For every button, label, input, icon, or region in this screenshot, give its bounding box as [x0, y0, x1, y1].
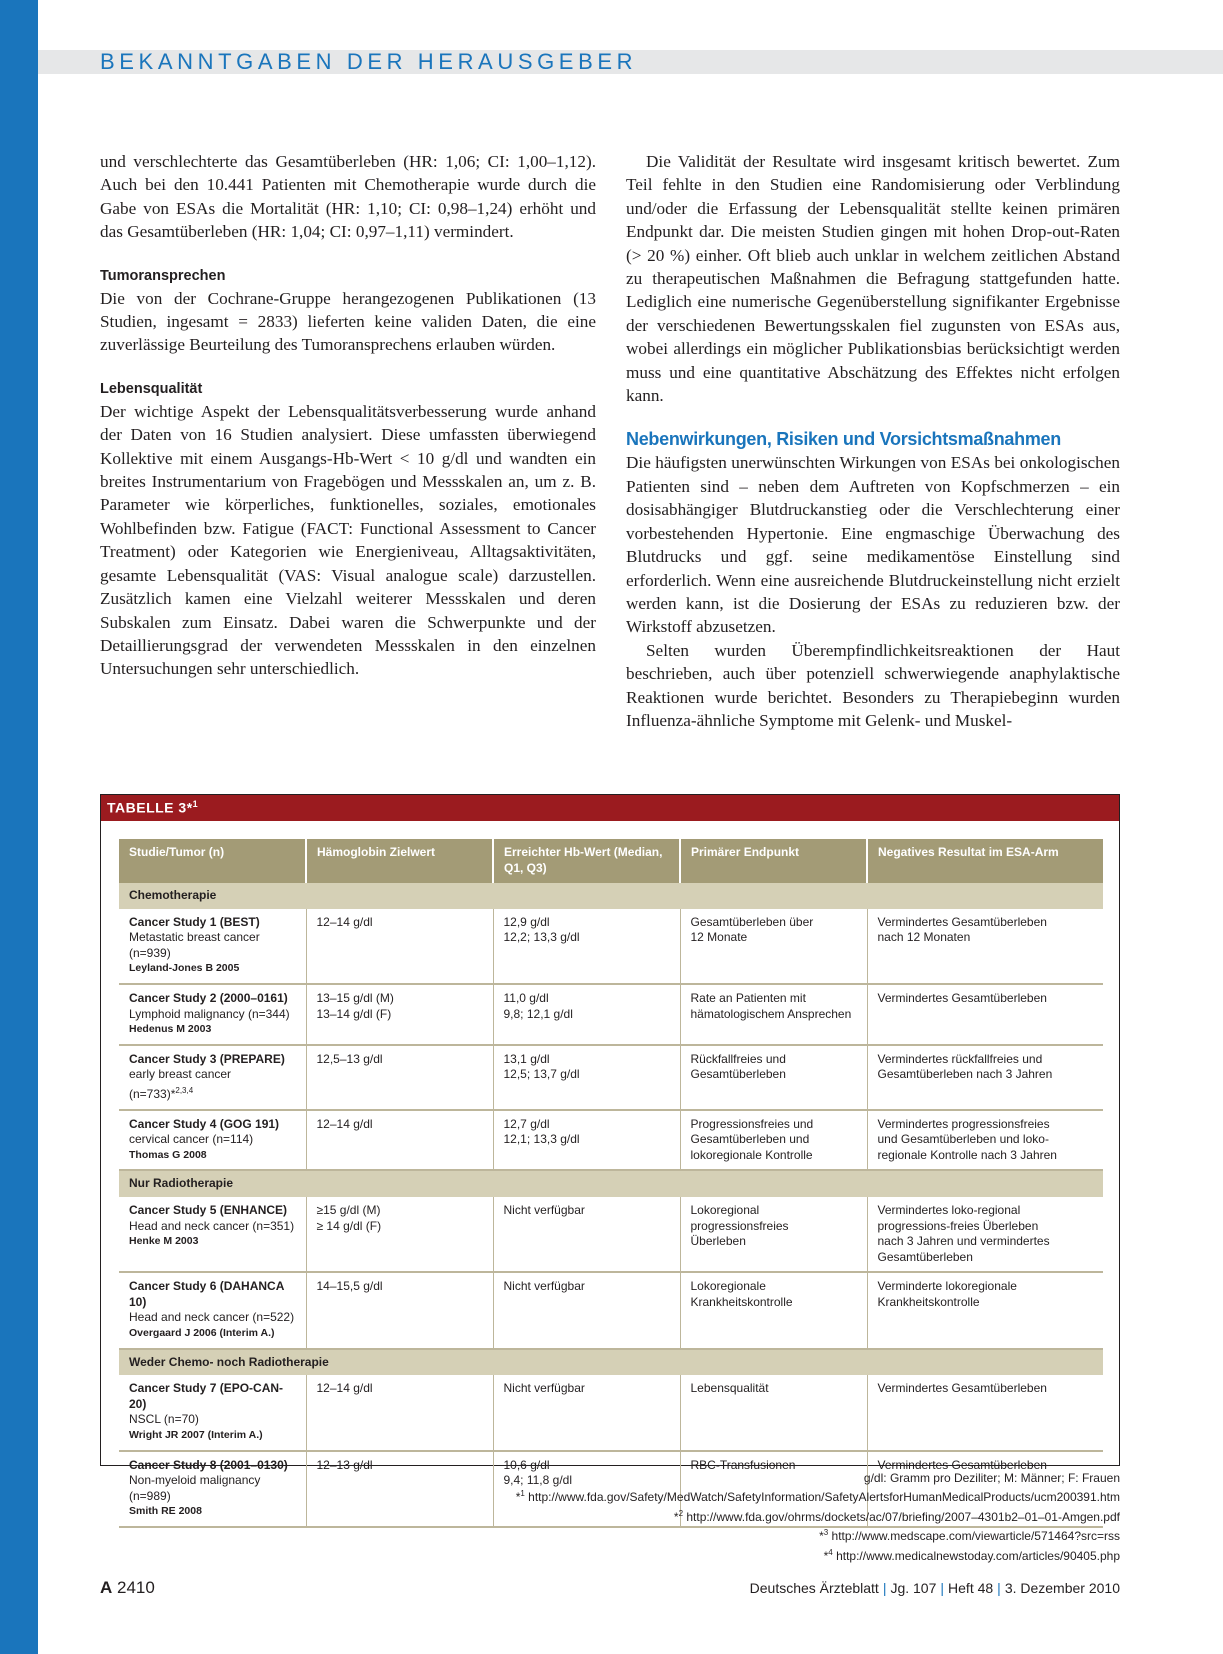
table-label: TABELLE 3*$^1$	[107, 799, 199, 816]
negative-result-cell: Vermindertes Gesamtüberleben	[867, 984, 1103, 1045]
study-cell	[119, 1110, 306, 1171]
study-name: Cancer Study 6 (DAHANCA 10)	[129, 1279, 284, 1309]
table-row	[119, 909, 1103, 984]
data-table	[119, 839, 1103, 1528]
paragraph: Die häufigsten unerwünschten Wirkungen von ESAs bei onkologischen Patienten sind – neben dem Auftreten von Kopfschmerzen – ein dosisabhängiger Blutdruckanstieg oder die Verschlechterung einer vorbestehenden Hypertonie. Eine engmaschige Überwachung des Blutdrucks und ggf. seine medikamentöse Einstellung sind erforderlich. Wenn eine ausreichende Blutdruckeinstellung nicht erzielt werden kann, ist die Dosierung der ESAs zu reduzieren bzw. der Wirkstoff abzusetzen.	[626, 453, 1120, 637]
separator: |	[882, 1580, 887, 1596]
subheading-quality-of-life: Lebensqualität	[100, 380, 203, 397]
endpoint-cell: Rückfallfreies und Gesamtüberleben	[680, 1045, 867, 1110]
footnotes	[516, 1470, 1120, 1564]
table-header-row	[119, 839, 1103, 883]
left-accent-bar	[0, 0, 38, 1654]
study-tumor: early breast cancer (n=733)*$^{2,3,4}$	[129, 1067, 232, 1101]
negative-result-cell: Vermindertes rückfallfreies und Gesamtüberleben nach 3 Jahren	[867, 1045, 1103, 1110]
achieved-cell: 12,7 g/dl 12,1; 13,3 g/dl	[493, 1110, 680, 1171]
footnote-4: *$^4$ http://www.medicalnewstoday.com/articles/90405.php	[823, 1547, 1120, 1563]
column-header: Hämoglobin Zielwert	[306, 839, 493, 883]
group-label: Chemotherapie	[119, 883, 1103, 909]
target-cell: 12,5–13 g/dl	[306, 1045, 493, 1110]
study-name: Cancer Study 4 (GOG 191)	[129, 1116, 280, 1131]
separator: |	[940, 1580, 945, 1596]
table-group-row	[119, 1170, 1103, 1197]
study-tumor: Metastatic breast cancer (n=939)	[129, 930, 260, 960]
page-number: A 2410	[100, 1578, 155, 1597]
table-row	[119, 1375, 1103, 1450]
study-reference: Wright JR 2007 (Interim A.)	[129, 1429, 263, 1442]
study-name: Cancer Study 7 (EPO-CAN-20)	[129, 1381, 284, 1411]
study-reference: Smith RE 2008	[129, 1505, 202, 1518]
study-reference: Leyland-Jones B 2005	[129, 962, 240, 975]
achieved-cell: 11,0 g/dl 9,8; 12,1 g/dl	[493, 984, 680, 1045]
achieved-cell: 13,1 g/dl 12,5; 13,7 g/dl	[493, 1045, 680, 1110]
target-cell: 14–15,5 g/dl	[306, 1272, 493, 1348]
column-header: Primärer Endpunkt	[680, 839, 867, 883]
paragraph: Die Validität der Resultate wird insgesamt kritisch bewertet. Zum Teil fehlte in den Studien eine Randomisierung oder Verblindung und/oder die Erfassung der Lebensqualität stellte keinen primären Endpunkt dar. Die meisten Studien gingen mit hohen Drop-out-Raten (> 20 %) einher. Oft blieb auch unklar in welchem zeitlichen Abstand zu therapeutischen Maßnahmen die Befragung stattgefunden hatte. Lediglich eine numerische Gegenüberstellung signifikanter Ergebnisse der verschiedenen Bewertungsskalen fiel zugunsten von ESAs aus, wobei allerdings ein möglicher Publikationsbias berücksichtigt werden muss und eine quantitative Abschätzung des Effektes nicht erfolgen kann.	[626, 152, 1120, 406]
target-cell: 12–14 g/dl	[306, 1375, 493, 1450]
endpoint-cell: Gesamtüberleben über 12 Monate	[680, 909, 867, 984]
endpoint-cell: Lokoregionale Krankheitskontrolle	[680, 1272, 867, 1348]
study-tumor: NSCL (n=70)	[129, 1412, 199, 1427]
negative-result-cell: Vermindertes Gesamtüberleben	[867, 1375, 1103, 1450]
study-cell	[119, 1045, 306, 1110]
study-name: Cancer Study 2 (2000–0161)	[129, 990, 288, 1005]
study-tumor: Lymphoid malignancy (n=344)	[129, 1006, 290, 1021]
study-tumor: Head and neck cancer (n=522)	[129, 1310, 295, 1325]
study-cell	[119, 1197, 306, 1272]
endpoint-cell: RBC-Transfusionen	[680, 1451, 867, 1527]
table-group-row	[119, 883, 1103, 909]
table-row	[119, 1110, 1103, 1171]
study-name: Cancer Study 1 (BEST)	[129, 914, 260, 929]
date: 3. Dezember 2010	[1004, 1580, 1120, 1596]
column-header: Studie/Tumor (n)	[119, 839, 306, 883]
endpoint-cell: Lebensqualität	[680, 1375, 867, 1450]
target-cell: 13–15 g/dl (M) 13–14 g/dl (F)	[306, 984, 493, 1045]
study-tumor: cervical cancer (n=114)	[129, 1132, 254, 1147]
table-banner	[101, 795, 1119, 821]
column-header: Erreichter Hb-Wert (Median, Q1, Q3)	[493, 839, 680, 883]
negative-result-cell: Verminderte lokoregionale Krankheitskontrolle	[867, 1272, 1103, 1348]
table-row	[119, 984, 1103, 1045]
left-column	[100, 150, 596, 681]
negative-result-cell: Vermindertes progressionsfreies und Gesamtüberleben und loko- regionale Kontrolle nach 3 Jahren	[867, 1110, 1103, 1171]
footnote-1: *$^1$ http://www.fda.gov/Safety/MedWatch/SafetyInformation/SafetyAlertsforHumanMedicalProducts/ucm200391.htm	[515, 1489, 1120, 1505]
group-label: Nur Radiotherapie	[119, 1170, 1103, 1197]
section-header: BEKANNTGABEN DER HERAUSGEBER	[100, 49, 638, 74]
achieved-cell: Nicht verfügbar	[493, 1272, 680, 1348]
group-label: Weder Chemo- noch Radiotherapie	[119, 1349, 1103, 1376]
study-reference: Henke M 2003	[129, 1235, 199, 1248]
achieved-cell: 10,6 g/dl 9,4; 11,8 g/dl	[493, 1451, 680, 1527]
target-cell: 12–14 g/dl	[306, 1110, 493, 1171]
negative-result-cell: Vermindertes loko-regional progressions-freies Überleben nach 3 Jahren und vermindertes Gesamtüberleben	[867, 1197, 1103, 1272]
study-name: Cancer Study 3 (PREPARE)	[129, 1051, 285, 1066]
negative-result-cell: Vermindertes Gesamtüberleben nach 12 Monaten	[867, 909, 1103, 984]
study-tumor: Head and neck cancer (n=351)	[129, 1218, 295, 1233]
section-heading-side-effects: Nebenwirkungen, Risiken und Vorsichtsmaßnahmen	[626, 429, 1061, 450]
table-body	[119, 883, 1103, 1527]
table-row	[119, 1272, 1103, 1348]
footer-info	[750, 1580, 1120, 1596]
paragraph: Die von der Cochrane-Gruppe herangezogenen Publikationen (13 Studien, ingesamt = 2833) lieferten keine validen Daten, die eine zuverlässige Beurteilung des Tumoransprechens erlauben würden.	[100, 288, 596, 355]
study-cell	[119, 984, 306, 1045]
study-cell	[119, 1272, 306, 1348]
achieved-cell: 12,9 g/dl 12,2; 13,3 g/dl	[493, 909, 680, 984]
target-cell: ≥15 g/dl (M) ≥ 14 g/dl (F)	[306, 1197, 493, 1272]
study-tumor: Non-myeloid malignancy (n=989)	[129, 1473, 261, 1503]
paragraph: Der wichtige Aspekt der Lebensqualitätsverbesserung wurde anhand der Daten von 16 Studien analysiert. Diese umfassten überwiegend Kollektive mit einem Ausgangs-Hb-Wert < 10 g/dl und wandten ein breites Instrumentarium von Fragebögen und Messskalen an, um z. B. Parameter wie körperliches, funktionelles, soziales, emotionales Wohlbefinden bzw. Fatigue (FACT: Functional Assessment to Cancer Treatment) oder Kategorien wie Energieniveau, Alltagsaktivitäten, gesamte Lebensqualität (VAS: Visual analogue scale) darzustellen. Zusätzlich kamen eine Vielzahl weiterer Messskalen und deren Subskalen zum Einsatz. Dabei waren die Schwerpunkte und der Detaillierungsgrad der verwendeten Messskalen in den einzelnen Untersuchungen sehr unterschiedlich.	[100, 401, 596, 679]
journal-name: Deutsches Ärzteblatt	[749, 1580, 879, 1596]
footnote-3: *$^3$ http://www.medscape.com/viewarticle/571464?src=rss	[819, 1528, 1120, 1544]
target-cell: 12–14 g/dl	[306, 909, 493, 984]
table-row	[119, 1045, 1103, 1110]
paragraph: und verschlechterte das Gesamtüberleben (HR: 1,06; CI: 1,00–1,12). Auch bei den 10.441 Patienten mit Chemotherapie wurde durch die Gabe von ESAs die Mortalität (HR: 1,10; CI: 0,98–1,24) erhöht und das Gesamtüberleben (HR: 1,04; CI: 0,97–1,11) vermindert.	[100, 152, 596, 242]
footnote-abbreviations: g/dl: Gramm pro Deziliter; M: Männer; F: Frauen	[863, 1471, 1120, 1485]
volume: Jg. 107	[890, 1580, 937, 1596]
study-cell	[119, 1375, 306, 1450]
table-row	[119, 1197, 1103, 1272]
study-reference: Thomas G 2008	[129, 1148, 207, 1161]
achieved-cell: Nicht verfügbar	[493, 1197, 680, 1272]
study-reference: Overgaard J 2006 (Interim A.)	[129, 1327, 275, 1340]
footnote-2: *$^2$ http://www.fda.gov/ohrms/dockets/ac/07/briefing/2007–4301b2–01–01-Amgen.pdf	[673, 1508, 1120, 1524]
endpoint-cell: Lokoregional progressionsfreies Überleben	[680, 1197, 867, 1272]
endpoint-cell: Rate an Patienten mit hämatologischem Ansprechen	[680, 984, 867, 1045]
column-header: Negatives Resultat im ESA-Arm	[867, 839, 1103, 883]
negative-result-cell: Vermindertes Gesamtüberleben	[867, 1451, 1103, 1527]
achieved-cell: Nicht verfügbar	[493, 1375, 680, 1450]
study-name: Cancer Study 8 (2001–0130)	[129, 1457, 288, 1472]
separator: |	[997, 1580, 1001, 1596]
target-cell: 12–13 g/dl	[306, 1451, 493, 1527]
study-reference: Hedenus M 2003	[129, 1023, 212, 1036]
endpoint-cell: Progressionsfreies und Gesamtüberleben und lokoregionale Kontrolle	[680, 1110, 867, 1171]
study-cell	[119, 1451, 306, 1527]
study-name: Cancer Study 5 (ENHANCE)	[129, 1202, 288, 1217]
paragraph: Selten wurden Überempfindlichkeitsreaktionen der Haut beschrieben, auch über potenziell schwerwiegende anaphylaktische Reaktionen wurde berichtet. Besonders zu Therapiebeginn wurden Influenza-ähnliche Symptome mit Gelenk- und Muskel-	[626, 640, 1120, 730]
subheading-tumor: Tumoransprechen	[100, 267, 226, 284]
right-column	[626, 150, 1120, 732]
issue: Heft 48	[948, 1580, 994, 1596]
study-cell	[119, 909, 306, 984]
table-group-row	[119, 1349, 1103, 1376]
